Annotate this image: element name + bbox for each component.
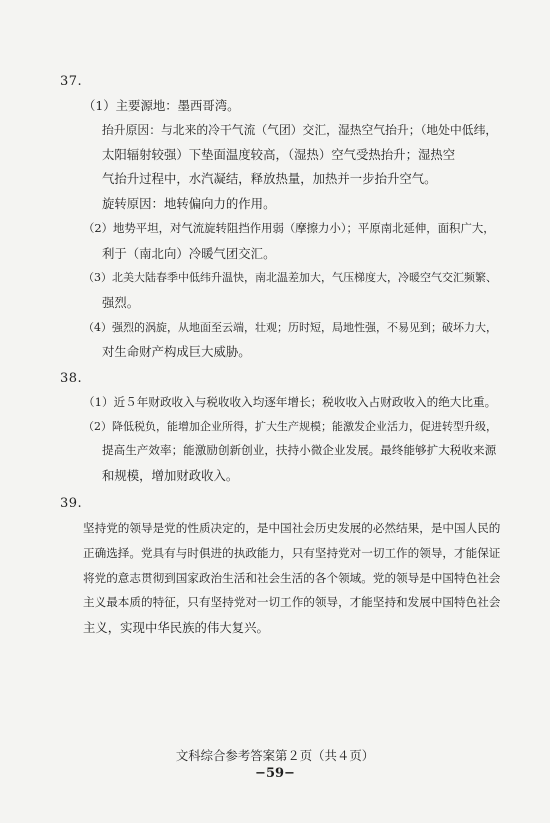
q38-answer-line: 提高生产效率；能激励创新创业，扶持小微企业发展。最终能够扩大税收来源 xyxy=(102,443,497,457)
q37-answer-line: 抬升原因：与北来的冷干气流（气团）交汇，湿热空气抬升；（地处中低纬， xyxy=(102,123,498,137)
q37-answer-line: 强烈。 xyxy=(102,295,140,310)
q39-answer-line: 主义，实现中华民族的伟大复兴。 xyxy=(83,620,269,635)
page-footer-caption: 文科综合参考答案第２页（共４页） xyxy=(175,748,375,763)
q37-part4-line: （4）强烈的涡旋，从地面至云端，壮观；历时短，局地性强，不易见到；破坏力大， xyxy=(83,321,497,334)
page-number: −59− xyxy=(255,766,295,781)
q37-answer-line: 利于（南北向）冷暖气团交汇。 xyxy=(102,246,276,261)
q37-part3-line: （3）北美大陆春季中低纬升温快，南北温差加大，气压梯度大，冷暖空气交汇频繁、 xyxy=(83,271,497,284)
q37-part1-line: （1）主要源地：墨西哥湾。 xyxy=(83,98,240,113)
q37-answer-line: 气抬升过程中，水汽凝结，释放热量，加热并一步抬升空气。 xyxy=(102,171,437,186)
q38-answer-line: 和规模，增加财政收入。 xyxy=(102,468,239,483)
q37-answer-line: 对生命财产构成巨大威胁。 xyxy=(102,344,251,359)
question-38-number: 38. xyxy=(60,371,83,386)
q39-answer-line: 坚持党的领导是党的性质决定的，是中国社会历史发展的必然结果，是中国人民的 xyxy=(83,521,501,535)
q39-answer-line: 正确选择。党具有与时俱进的执政能力，只有坚持党对一切工作的领导，才能保证 xyxy=(83,546,501,560)
question-39-number: 39. xyxy=(60,496,83,511)
question-37-number: 37. xyxy=(60,74,83,89)
q39-answer-line: 主义最本质的特征，只有坚持党对一切工作的领导，才能坚持和发展中国特色社会 xyxy=(83,595,501,609)
q39-answer-line: 将党的意志贯彻到国家政治生活和社会生活的各个领域。党的领导是中国特色社会 xyxy=(83,571,501,585)
q37-answer-line: 太阳辐射较强）下垫面温度较高，（湿热）空气受热抬升；湿热空 xyxy=(102,147,456,162)
q37-answer-line: 旋转原因：地转偏向力的作用。 xyxy=(102,196,276,211)
q38-part1-line: （1）近５年财政收入与税收收入均逐年增长；税收收入占财政收入的绝大比重。 xyxy=(83,395,497,409)
q38-part2-line: （2）降低税负，能增加企业所得，扩大生产规模；能激发企业活力，促进转型升级， xyxy=(83,420,497,433)
q37-part2-line: （2）地势平坦，对气流旋转阻挡作用弱（摩擦力小）；平原南北延伸，面积广大， xyxy=(83,221,495,235)
